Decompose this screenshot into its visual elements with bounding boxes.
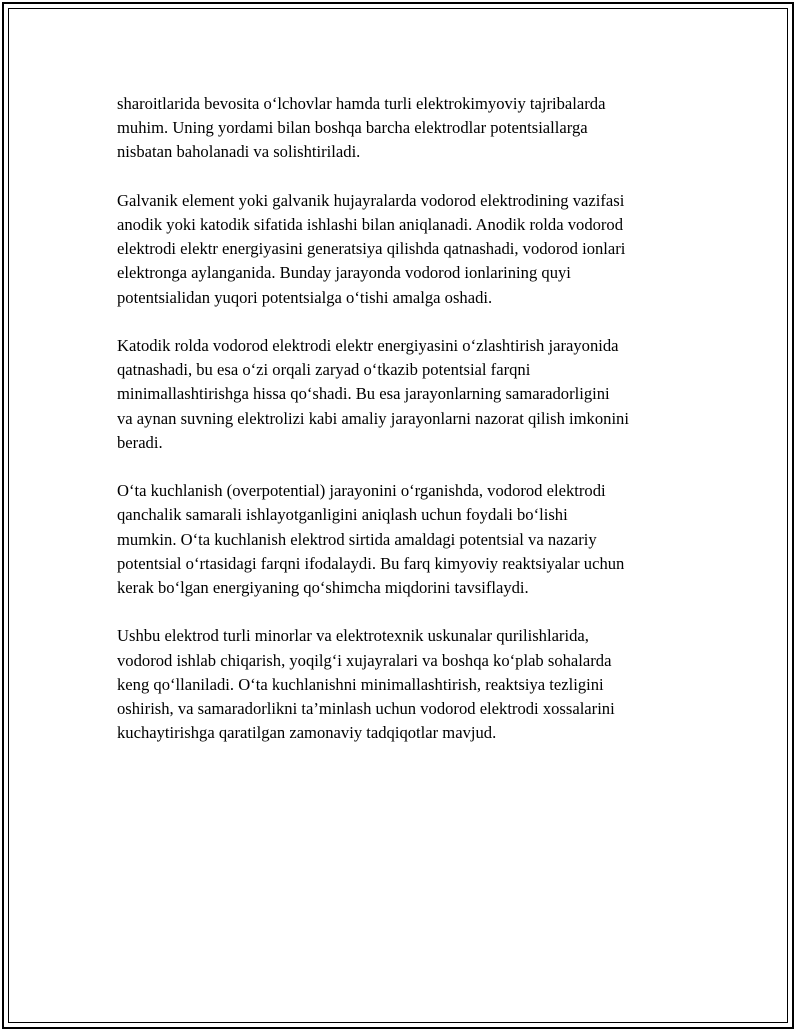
text-line: beradi. <box>117 432 163 452</box>
paragraph-5 <box>117 624 687 745</box>
text-line: va aynan suvning elektrolizi kabi amaliy jarayonlarni nazorat qilish imkonini <box>117 408 629 428</box>
text-line: elektrodi elektr energiyasini generatsiya qilishda qatnashadi, vodorod ionlari <box>117 239 626 259</box>
text-line: oshirish, va samaradorlikni ta’minlash uchun vodorod elektrodi xossalarini <box>117 699 615 719</box>
text-line: mumkin. O‘ta kuchlanish elektrod sirtida amaldagi potentsial va nazariy <box>117 529 597 549</box>
text-line: kerak bo‘lgan energiyaning qo‘shimcha miqdorini tavsiflaydi. <box>117 578 529 598</box>
text-line: Katodik rolda vodorod elektrodi elektr energiyasini o‘zlashtirish jarayonida <box>117 336 619 355</box>
text-line: nisbatan baholanadi va solishtiriladi. <box>117 142 361 162</box>
paragraph-3 <box>117 334 687 455</box>
text-line: Ushbu elektrod turli minorlar va elektrotexnik uskunalar qurilishlarida, <box>117 626 589 646</box>
document-body <box>117 92 687 770</box>
text-line: anodik yoki katodik sifatida ishlashi bilan aniqlanadi. Anodik rolda vodorod <box>117 215 624 234</box>
text-line: kuchaytirishga qaratilgan zamonaviy tadqiqotlar mavjud. <box>117 723 497 743</box>
text-line: minimallashtirishga hissa qo‘shadi. Bu esa jarayonlarning samaradorligini <box>117 384 610 404</box>
text-line: potentsialidan yuqori potentsialga o‘tishi amalga oshadi. <box>117 287 493 307</box>
text-line: potentsial o‘rtasidagi farqni ifodalaydi. Bu farq kimyoviy reaktsiyalar uchun <box>117 553 625 573</box>
paragraph-1 <box>117 92 687 165</box>
text-line: sharoitlarida bevosita o‘lchovlar hamda turli elektrokimyoviy tajribalarda <box>117 94 606 113</box>
paragraph-2 <box>117 189 687 310</box>
text-line: keng qo‘llaniladi. O‘ta kuchlanishni minimallashtirish, reaktsiya tezligini <box>117 674 604 694</box>
text-line: qatnashadi, bu esa o‘zi orqali zaryad o‘tkazib potentsial farqni <box>117 360 531 380</box>
text-line: vodorod ishlab chiqarish, yoqilg‘i xujayralari va boshqa ko‘plab sohalarda <box>117 650 612 670</box>
text-line: qanchalik samarali ishlayotganligini aniqlash uchun foydali bo‘lishi <box>117 505 568 525</box>
text-line: elektronga aylanganida. Bunday jarayonda vodorod ionlarining quyi <box>117 263 571 283</box>
text-line: Galvanik element yoki galvanik hujayralarda vodorod elektrodining vazifasi <box>117 190 625 210</box>
text-line: O‘ta kuchlanish (overpotential) jarayonini o‘rganishda, vodorod elektrodi <box>117 481 606 501</box>
paragraph-4 <box>117 479 687 600</box>
text-line: muhim. Uning yordami bilan boshqa barcha elektrodlar potentsiallarga <box>117 118 588 138</box>
